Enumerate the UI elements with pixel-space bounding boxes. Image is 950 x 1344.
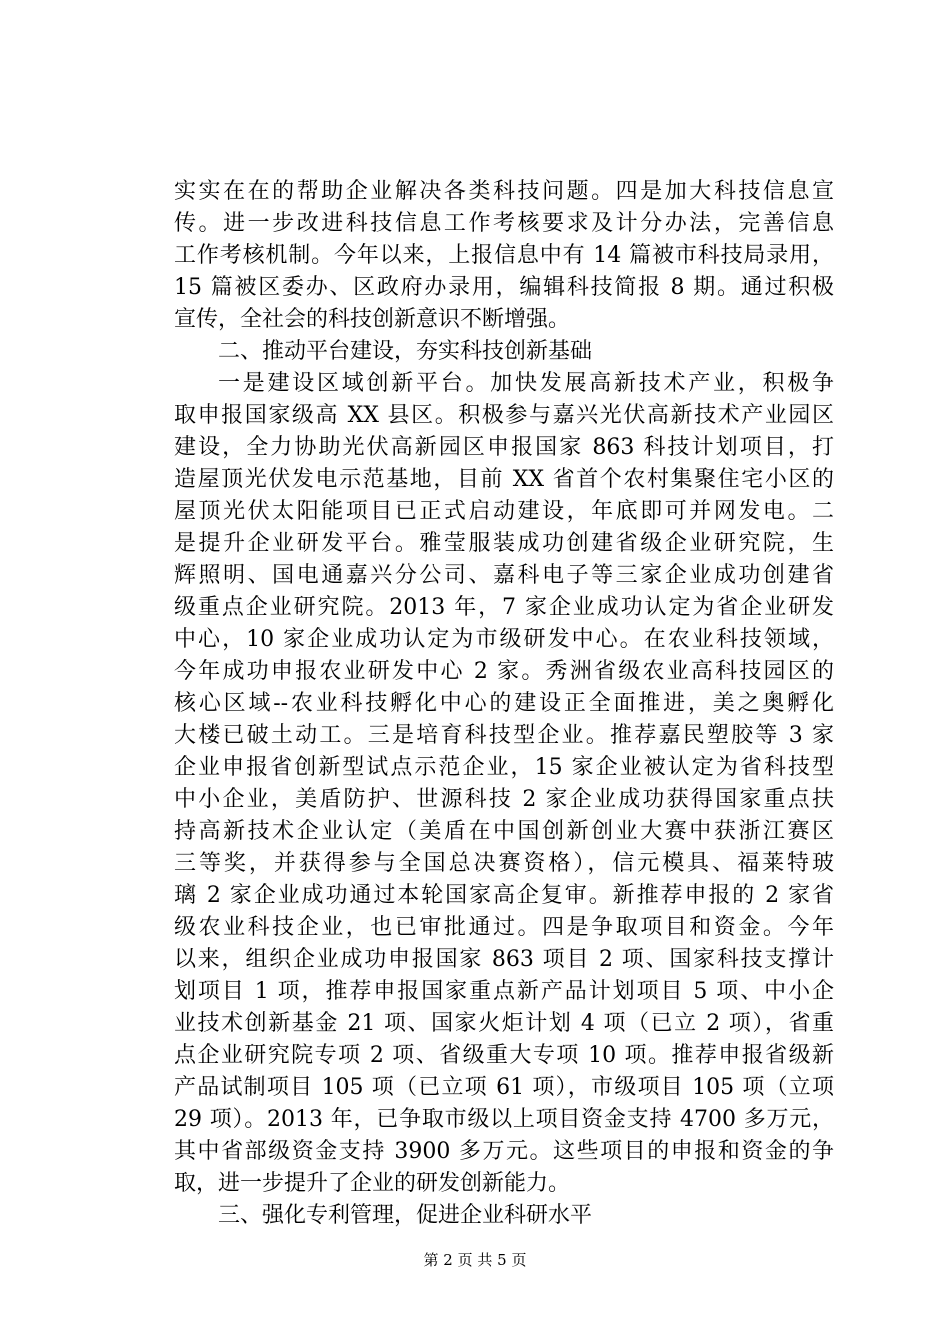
text-line: 点企业研究院专项 2 项、省级重大专项 10 项。推荐申报省级新 [174, 1043, 834, 1068]
text-line: 一是建设区域创新平台。加快发展高新技术产业，积极争 [218, 371, 834, 396]
text-line: 以来，组织企业成功申报国家 863 项目 2 项、国家科技支撑计 [174, 947, 834, 972]
document-body [174, 176, 834, 1232]
text-line: 是提升企业研发平台。雅莹服装成功创建省级企业研究院，生 [174, 531, 834, 556]
text-line: 产品试制项目 105 项（已立项 61 项），市级项目 105 项（立项 [174, 1075, 834, 1100]
section-heading: 二、推动平台建设，夯实科技创新基础 [218, 339, 593, 364]
text-line: 造屋顶光伏发电示范基地，目前 XX 省首个农村集聚住宅小区的 [174, 467, 834, 492]
text-line: 宣传，全社会的科技创新意识不断增强。 [174, 307, 571, 332]
text-line: 15 篇被区委办、区政府办录用，编辑科技简报 8 期。通过积极 [174, 275, 834, 300]
text-line: 29 项）。2013 年，已争取市级以上项目资金支持 4700 多万元， [174, 1107, 834, 1132]
text-line: 取申报国家级高 XX 县区。积极参与嘉兴光伏高新技术产业园区 [174, 403, 834, 428]
text-line: 级农业科技企业，也已审批通过。四是争取项目和资金。今年 [174, 915, 834, 940]
page-footer: 第 2 页 共 5 页 [423, 1251, 527, 1269]
text-line: 中小企业，美盾防护、世源科技 2 家企业成功获得国家重点扶 [174, 787, 834, 812]
text-line: 建设，全力协助光伏高新园区申报国家 863 科技计划项目，打 [174, 435, 834, 460]
text-line: 企业申报省创新型试点示范企业，15 家企业被认定为省科技型 [174, 755, 834, 780]
text-line: 业技术创新基金 21 项、国家火炬计划 4 项（已立 2 项），省重 [174, 1011, 834, 1036]
text-line: 屋顶光伏太阳能项目已正式启动建设，年底即可并网发电。二 [174, 499, 834, 524]
section-heading: 三、强化专利管理，促进企业科研水平 [218, 1203, 593, 1228]
text-line: 大楼已破土动工。三是培育科技型企业。推荐嘉民塑胶等 3 家 [174, 723, 834, 748]
text-line: 传。进一步改进科技信息工作考核要求及计分办法，完善信息 [174, 211, 834, 236]
text-line: 中心，10 家企业成功认定为市级研发中心。在农业科技领域， [174, 627, 834, 652]
text-line: 划项目 1 项，推荐申报国家重点新产品计划项目 5 项、中小企 [174, 979, 834, 1004]
text-line: 持高新技术企业认定（美盾在中国创新创业大赛中获浙江赛区 [174, 819, 834, 844]
text-line: 取，进一步提升了企业的研发创新能力。 [174, 1171, 571, 1196]
text-line: 璃 2 家企业成功通过本轮国家高企复审。新推荐申报的 2 家省 [174, 883, 834, 908]
text-line: 核心区域--农业科技孵化中心的建设正全面推进，美之奥孵化 [174, 691, 834, 716]
text-line: 工作考核机制。今年以来，上报信息中有 14 篇被市科技局录用， [174, 243, 834, 268]
text-line: 今年成功申报农业研发中心 2 家。秀洲省级农业高科技园区的 [174, 659, 834, 684]
text-line: 级重点企业研究院。2013 年，7 家企业成功认定为省企业研发 [174, 595, 834, 620]
text-line: 辉照明、国电通嘉兴分公司、嘉科电子等三家企业成功创建省 [174, 563, 834, 588]
text-line: 三等奖，并获得参与全国总决赛资格），信元模具、福莱特玻 [174, 851, 834, 876]
text-line: 实实在在的帮助企业解决各类科技问题。四是加大科技信息宣 [174, 179, 834, 204]
text-line: 其中省部级资金支持 3900 多万元。这些项目的申报和资金的争 [174, 1139, 834, 1164]
